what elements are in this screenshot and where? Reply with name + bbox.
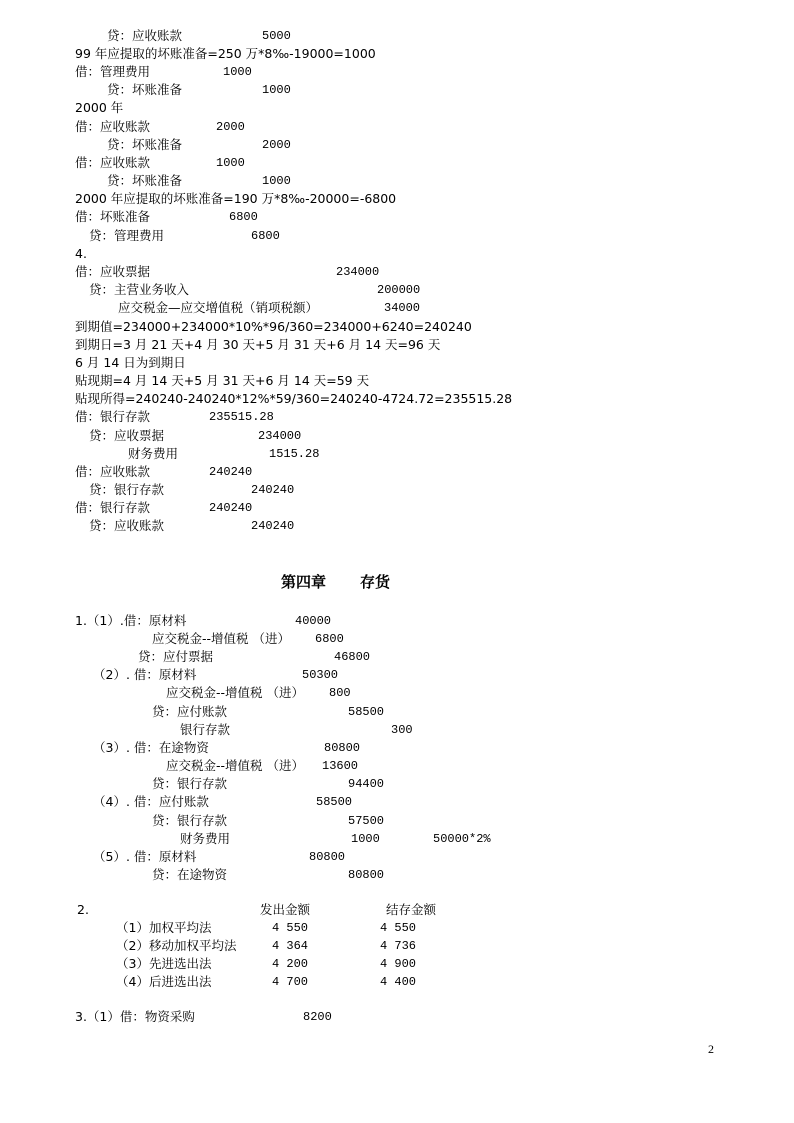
account-text: 贷：银行存款 (89, 482, 165, 497)
account-text: 贷：银行存款 (152, 776, 228, 791)
amount: 13600 (322, 759, 359, 773)
account-text: 借：应收账款 (75, 155, 151, 170)
year-line (0, 99, 794, 117)
account-text: （5）. 借：原材料 (93, 849, 197, 864)
account-text: 贷：应付票据 (138, 649, 214, 664)
amount: 5000 (262, 29, 291, 43)
account-text: 借：应收票据 (75, 264, 151, 279)
calc-text: 贴现期=4 月 14 天+5 月 31 天+6 月 14 天=59 天 (75, 373, 370, 388)
item-number (0, 245, 794, 263)
column-header-balance: 结存金额 (386, 902, 437, 917)
entry-line (0, 848, 794, 866)
amount: 1000 (216, 156, 245, 170)
calc-text: 到期值=234000+234000*10%*96/360=234000+6240=240240 (75, 319, 472, 334)
entry-line (0, 630, 794, 648)
calc-line (0, 45, 794, 63)
table-row (0, 919, 794, 937)
account-text: 贷：主营业务收入 (89, 282, 190, 297)
calc-line (0, 318, 794, 336)
account-text: 贷：管理费用 (89, 228, 165, 243)
amount: 200000 (377, 283, 421, 297)
account-text: 贷：坏账准备 (107, 82, 183, 97)
table-row (0, 955, 794, 973)
issued-amount: 4 200 (272, 957, 309, 971)
method-name: （4）后进选出法 (116, 974, 212, 989)
amount: 2000 (216, 120, 245, 134)
account-text: 应交税金--增值税 （进） (166, 685, 304, 700)
amount: 58500 (348, 705, 385, 719)
amount: 300 (391, 723, 413, 737)
account-text: 贷：应收票据 (89, 428, 165, 443)
entry-line (0, 812, 794, 830)
amount: 1000 (351, 832, 380, 846)
note-text: 50000*2% (433, 832, 491, 846)
entry-line (0, 81, 794, 99)
entry-line (0, 227, 794, 245)
account-text: 贷：坏账准备 (107, 137, 183, 152)
amount: 234000 (336, 265, 380, 279)
account-text: （3）. 借：在途物资 (93, 740, 209, 755)
amount: 40000 (295, 614, 332, 628)
entry-line (0, 463, 794, 481)
calc-line (0, 190, 794, 208)
entry-line (0, 445, 794, 463)
amount: 8200 (303, 1010, 332, 1024)
account-text: 应交税金--增值税 （进） (152, 631, 290, 646)
entry-line (0, 757, 794, 775)
table-row (0, 973, 794, 991)
entry-line (0, 136, 794, 154)
account-text: 借：坏账准备 (75, 209, 151, 224)
calc-text: 6 月 14 日为到期日 (75, 355, 186, 370)
entry-line (0, 299, 794, 317)
entry-line (0, 721, 794, 739)
entry-line (0, 517, 794, 535)
account-text: （2）. 借：原材料 (93, 667, 197, 682)
issued-amount: 4 550 (272, 921, 309, 935)
entry-line (0, 775, 794, 793)
amount: 6800 (315, 632, 344, 646)
balance-amount: 4 736 (380, 939, 417, 953)
calc-line (0, 372, 794, 390)
entry-line (0, 866, 794, 884)
amount: 234000 (258, 429, 302, 443)
amount: 240240 (209, 465, 253, 479)
entry-line (0, 703, 794, 721)
account-text: 财务费用 (128, 446, 179, 461)
amount: 57500 (348, 814, 385, 828)
entry-line (0, 27, 794, 45)
account-text: 贷：应收账款 (89, 518, 165, 533)
amount: 80800 (309, 850, 346, 864)
calc-line (0, 354, 794, 372)
entry-line (0, 263, 794, 281)
table-header-row (0, 901, 794, 919)
account-text: 贷：应收账款 (107, 28, 183, 43)
account-text: 借：应收账款 (75, 119, 151, 134)
method-name: （1）加权平均法 (116, 920, 212, 935)
entry-line (0, 63, 794, 81)
amount: 50300 (302, 668, 339, 682)
entry-line (0, 739, 794, 757)
calc-line (0, 390, 794, 408)
balance-amount: 4 550 (380, 921, 417, 935)
amount: 58500 (316, 795, 353, 809)
account-text: 应交税金--增值税 （进） (166, 758, 304, 773)
calc-text: 贴现所得=240240-240240*12%*59/360=240240-4724.72=235515.28 (75, 391, 513, 406)
entry-line (0, 408, 794, 426)
amount: 800 (329, 686, 351, 700)
amount: 240240 (209, 501, 253, 515)
account-text: 借：银行存款 (75, 500, 151, 515)
amount: 1000 (262, 174, 291, 188)
page-number: 2 (708, 1042, 714, 1056)
amount: 2000 (262, 138, 291, 152)
account-text: 借：银行存款 (75, 409, 151, 424)
entry-line (0, 684, 794, 702)
item-number-text: 4. (75, 246, 87, 261)
amount: 1515.28 (269, 447, 320, 461)
balance-amount: 4 400 (380, 975, 417, 989)
entry-line (0, 830, 794, 848)
year-text: 2000 年 (75, 100, 124, 115)
entry-line (0, 118, 794, 136)
entry-line (0, 281, 794, 299)
account-text: 财务费用 (180, 831, 231, 846)
entry-line (0, 793, 794, 811)
entry-line (0, 648, 794, 666)
amount: 1000 (262, 83, 291, 97)
amount: 1000 (223, 65, 252, 79)
issued-amount: 4 700 (272, 975, 309, 989)
entry-line (0, 208, 794, 226)
entry-line (0, 172, 794, 190)
account-text: （4）. 借：应付账款 (93, 794, 209, 809)
method-name: （3）先进选出法 (116, 956, 212, 971)
account-text: 贷：在途物资 (152, 867, 228, 882)
chapter-heading (0, 571, 794, 593)
account-text: 借：管理费用 (75, 64, 151, 79)
amount: 46800 (334, 650, 371, 664)
column-header-issued: 发出金额 (260, 902, 311, 917)
amount: 34000 (384, 301, 421, 315)
account-text: 借：应收账款 (75, 464, 151, 479)
table-row (0, 937, 794, 955)
amount: 80800 (348, 868, 385, 882)
chapter-number: 第四章 (281, 573, 327, 591)
account-text: 贷：银行存款 (152, 813, 228, 828)
account-text: 3.（1）借：物资采购 (75, 1009, 195, 1024)
entry-line (0, 427, 794, 445)
amount: 6800 (229, 210, 258, 224)
entry-line (0, 666, 794, 684)
calc-text: 到期日=3 月 21 天+4 月 30 天+5 月 31 天+6 月 14 天=96 天 (75, 337, 441, 352)
entry-line (0, 1008, 794, 1026)
entry-line (0, 499, 794, 517)
account-text: 1.（1）.借：原材料 (75, 613, 187, 628)
issued-amount: 4 364 (272, 939, 309, 953)
chapter-title: 存货 (360, 573, 391, 591)
calc-text: 2000 年应提取的坏账准备=190 万*8‰-20000=-6800 (75, 191, 397, 206)
calc-text: 99 年应提取的坏账准备=250 万*8‰-19000=1000 (75, 46, 376, 61)
account-text: 贷：应付账款 (152, 704, 228, 719)
entry-line (0, 612, 794, 630)
account-text: 银行存款 (180, 722, 231, 737)
calc-line (0, 336, 794, 354)
amount: 235515.28 (209, 410, 274, 424)
amount: 80800 (324, 741, 361, 755)
amount: 94400 (348, 777, 385, 791)
entry-line (0, 481, 794, 499)
amount: 6800 (251, 229, 280, 243)
account-text: 应交税金—应交增值税（销项税额） (118, 300, 319, 315)
item-number-text: 2. (77, 902, 89, 917)
method-name: （2）移动加权平均法 (116, 938, 237, 953)
amount: 240240 (251, 519, 295, 533)
account-text: 贷：坏账准备 (107, 173, 183, 188)
entry-line (0, 154, 794, 172)
balance-amount: 4 900 (380, 957, 417, 971)
amount: 240240 (251, 483, 295, 497)
